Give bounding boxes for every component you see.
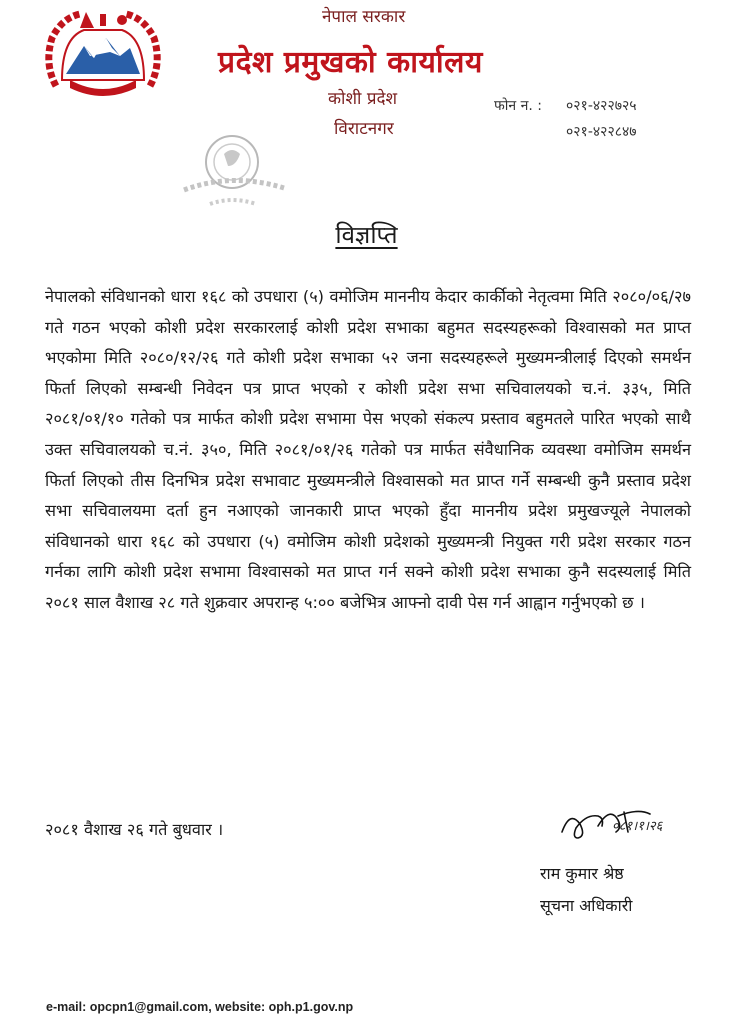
office-title: प्रदेश प्रमुखको कार्यालय — [218, 45, 483, 80]
phone-label: फोन न. : — [494, 98, 543, 114]
signatory-position: सूचना अधिकारी — [540, 896, 633, 915]
city-name: विराटनगर — [334, 119, 394, 139]
notice-date: २०८१ वैशाख २६ गते बुधवार । — [45, 820, 224, 839]
phone-number-1: ०२१-४२२७२५ — [566, 98, 637, 114]
government-name: नेपाल सरकार — [322, 7, 406, 27]
signature-date: ०८१।१।२६ — [612, 819, 663, 834]
notice-title: विज्ञप्ति — [335, 221, 398, 249]
signatory-name: राम कुमार श्रेष्ठ — [540, 864, 624, 883]
office-seal-icon — [180, 132, 290, 212]
phone-number-2: ०२१-४२२८४७ — [566, 124, 637, 140]
province-name: कोशी प्रदेश — [328, 89, 398, 109]
nepal-emblem-icon — [40, 8, 166, 108]
notice-body: नेपालको संविधानको धारा १६८ को उपधारा (५) वमोजिम माननीय केदार कार्कीको नेतृत्वमा मिति २०८०/०६/२७ गते गठन भएको कोशी प्रदेश सरकारलाई कोशी प्रदेश सभाका बहुमत सदस्यहरूको विश्वासको मत प्राप्त भएकोमा मिति २०८०/१२/२६ गते कोशी प्रदेश सभाका ५२ जना सदस्यहरूले मुख्यमन्त्रीलाई दिएको समर्थन फिर्ता लिएको सम्बन्धी निवेदन पत्र प्राप्त भएको र कोशी प्रदेश सभा सचिवालयको च.नं. ३३५, मिति २०८१/०१/१० गतेको पत्र मार्फत कोशी प्रदेश सभामा पेस भएको संकल्प प्रस्ताव बहुमतले पारित भएको साथै उक्त सचिवालयको च.नं. ३५०, मिति २०८१/०१/२६ गतेको पत्र मार्फत संवैधानिक व्यवस्था वमोजिम समर्थन फिर्ता लिएको तीस दिनभित्र प्रदेश सभावाट मुख्यमन्त्रीले विश्वासको मत प्राप्त गर्ने सम्बन्धी कुनै प्रस्ताव प्रदेश सभा सचिवालयमा दर्ता हुन नआएको जानकारी प्राप्त भएको हुँदा माननीय प्रदेश प्रमुखज्यूले नेपालको संविधानको धारा १६८ को उपधारा (५) वमोजिम कोशी प्रदेशको मुख्यमन्त्री नियुक्त गरी प्रदेश सरकार गठन गर्नका लागि कोशी प्रदेश सभामा विश्वासको मत प्राप्त गर्न सक्ने कोशी प्रदेश सभाका कुनै सदस्यलाई मिति २०८१ साल वैशाख २८ गते शुक्रवार अपरान्ह ५:०० बजेभित्र आफ्नो दावी पेस गर्न आह्वान गर्नुभएको छ । — [45, 287, 691, 612]
footer-contact: e-mail: opcpn1@gmail.com, website: oph.p1.gov.np — [46, 1000, 354, 1014]
